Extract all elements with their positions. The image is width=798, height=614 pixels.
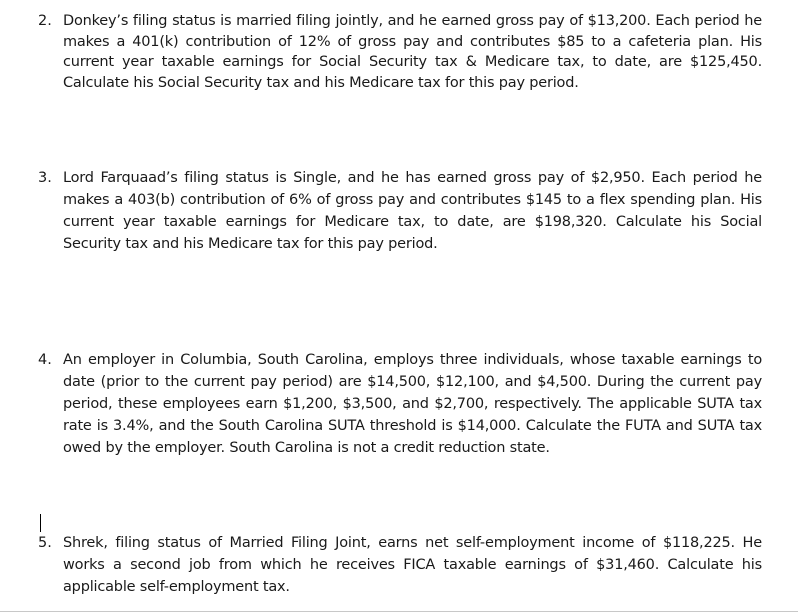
problem-text: An employer in Columbia, South Carolina, employs three individuals, whose taxable earnings to date (prior to the current pay period) are $14,500, $12,100, and $4,500. During the current pay period, these employees earn $1,200, $3,500, and $2,700, respectively. The applicable SUTA tax rate is 3.4%, and the South Carolina SUTA threshold is $14,000. Calculate the FUTA and SUTA tax owed by the employer. South Carolina is not a credit reduction state. bbox=[63, 352, 762, 456]
problem-4 bbox=[38, 349, 762, 459]
problem-number: 2. bbox=[38, 13, 52, 29]
problem-5 bbox=[38, 532, 762, 598]
problem-number: 5. bbox=[38, 535, 52, 551]
problem-number: 4. bbox=[38, 352, 52, 368]
problem-number: 3. bbox=[38, 170, 52, 186]
text-cursor bbox=[40, 514, 41, 532]
page-bottom-border bbox=[0, 611, 798, 612]
problem-text: Lord Farquaad’s filing status is Single, and he has earned gross pay of $2,950. Each period he makes a 403(b) contribution of 6% of gross pay and contributes $145 to a flex spending plan. His current year taxable earnings for Medicare tax, to date, are $198,320. Calculate his Social Security tax and his Medicare tax for this pay period. bbox=[63, 170, 762, 252]
problem-3 bbox=[38, 167, 762, 255]
problem-text: Donkey’s filing status is married filing jointly, and he earned gross pay of $13,200. Each period he makes a 401(k) contribution of 12% of gross pay and contributes $85 to a cafeteria plan. His current year taxable earnings for Social Security tax & Medicare tax, to date, are $125,450. Calculate his Social Security tax and his Medicare tax for this pay period. bbox=[63, 13, 762, 91]
problem-2 bbox=[38, 11, 762, 93]
problem-text: Shrek, filing status of Married Filing Joint, earns net self-employment income of $118,225. He works a second job from which he receives FICA taxable earnings of $31,460. Calculate his applicable self-employment tax. bbox=[63, 535, 762, 595]
